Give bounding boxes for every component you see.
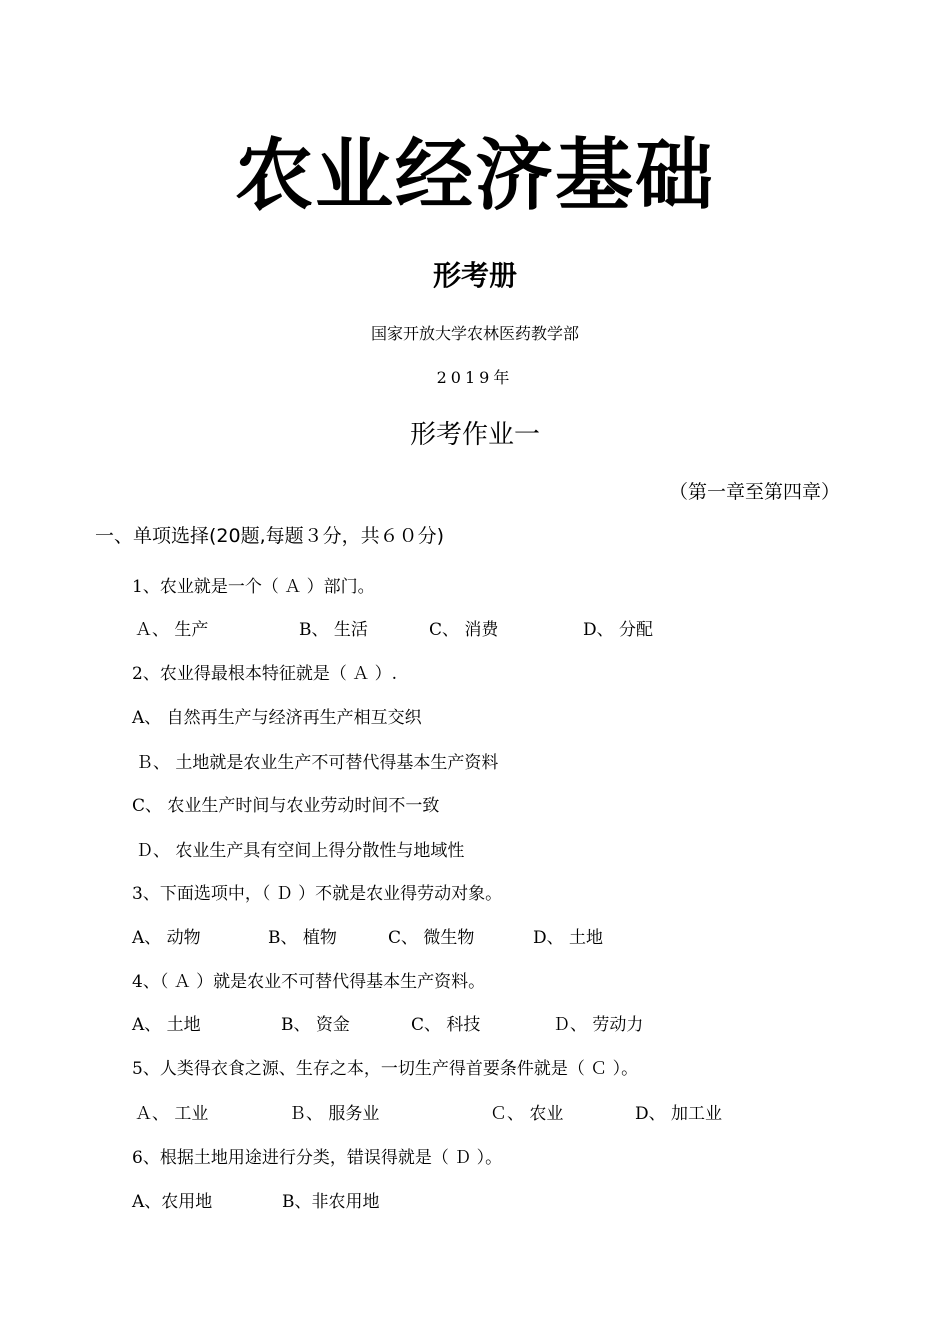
q4-option-b: B、 资金	[281, 1015, 350, 1035]
q2-option-b: Ｂ、 土地就是农业生产不可替代得基本生产资料	[136, 753, 499, 773]
question-5: 5、人类得衣食之源、生存之本，一切生产得首要条件就是（ Ｃ ）。	[132, 1059, 639, 1079]
organization-name: 国家开放大学农林医药教学部	[370, 324, 579, 343]
q5-option-b: Ｂ、 服务业	[289, 1104, 380, 1124]
question-3: 3、下面选项中，（ Ｄ ）不就是农业得劳动对象。	[132, 884, 503, 904]
q6-option-b: B、非农用地	[282, 1192, 380, 1212]
chapter-range: （第一章至第四章）	[668, 481, 840, 503]
q2-option-c: C、 农业生产时间与农业劳动时间不一致	[132, 796, 440, 816]
question-4: 4、（ Ａ ）就是农业不可替代得基本生产资料。	[132, 972, 486, 992]
q6-option-a: A、农用地	[132, 1192, 213, 1212]
question-2: 2、农业得最根本特征就是（ Ａ ）.	[132, 664, 398, 684]
question-6: 6、根据土地用途进行分类，错误得就是（ Ｄ ）。	[132, 1148, 503, 1168]
q4-option-c: C、 科技	[411, 1015, 481, 1035]
q1-option-d: D、 分配	[583, 620, 654, 640]
q5-option-c: Ｃ、 农业	[490, 1104, 564, 1124]
q3-option-a: A、 动物	[132, 928, 201, 948]
q3-option-c: C、 微生物	[388, 928, 475, 948]
assignment-title: 形考作业一	[409, 420, 540, 450]
q2-option-d: Ｄ、 农业生产具有空间上得分散性与地域性	[136, 841, 465, 861]
publication-year: 2019年	[436, 368, 514, 387]
q3-option-d: D、 土地	[533, 928, 604, 948]
q2-option-a: A、 自然再生产与经济再生产相互交织	[132, 708, 422, 728]
document-subtitle: 形考册	[432, 259, 517, 292]
question-1: 1、农业就是一个（ Ａ ）部门。	[132, 577, 375, 597]
q4-option-d: Ｄ、 劳动力	[553, 1015, 644, 1035]
section-heading: 一、单项选择(20题,每题３分，共６０分)	[95, 525, 445, 547]
q3-option-b: B、 植物	[268, 928, 337, 948]
q5-option-d: D、 加工业	[635, 1104, 723, 1124]
q1-option-b: B、 生活	[299, 620, 368, 640]
q5-option-a: Ａ、 工业	[135, 1104, 209, 1124]
q1-option-c: C、 消费	[429, 620, 499, 640]
document-title: 农业经济基础	[234, 131, 715, 221]
q1-option-a: Ａ、 生产	[135, 620, 209, 640]
q4-option-a: A、 土地	[132, 1015, 201, 1035]
